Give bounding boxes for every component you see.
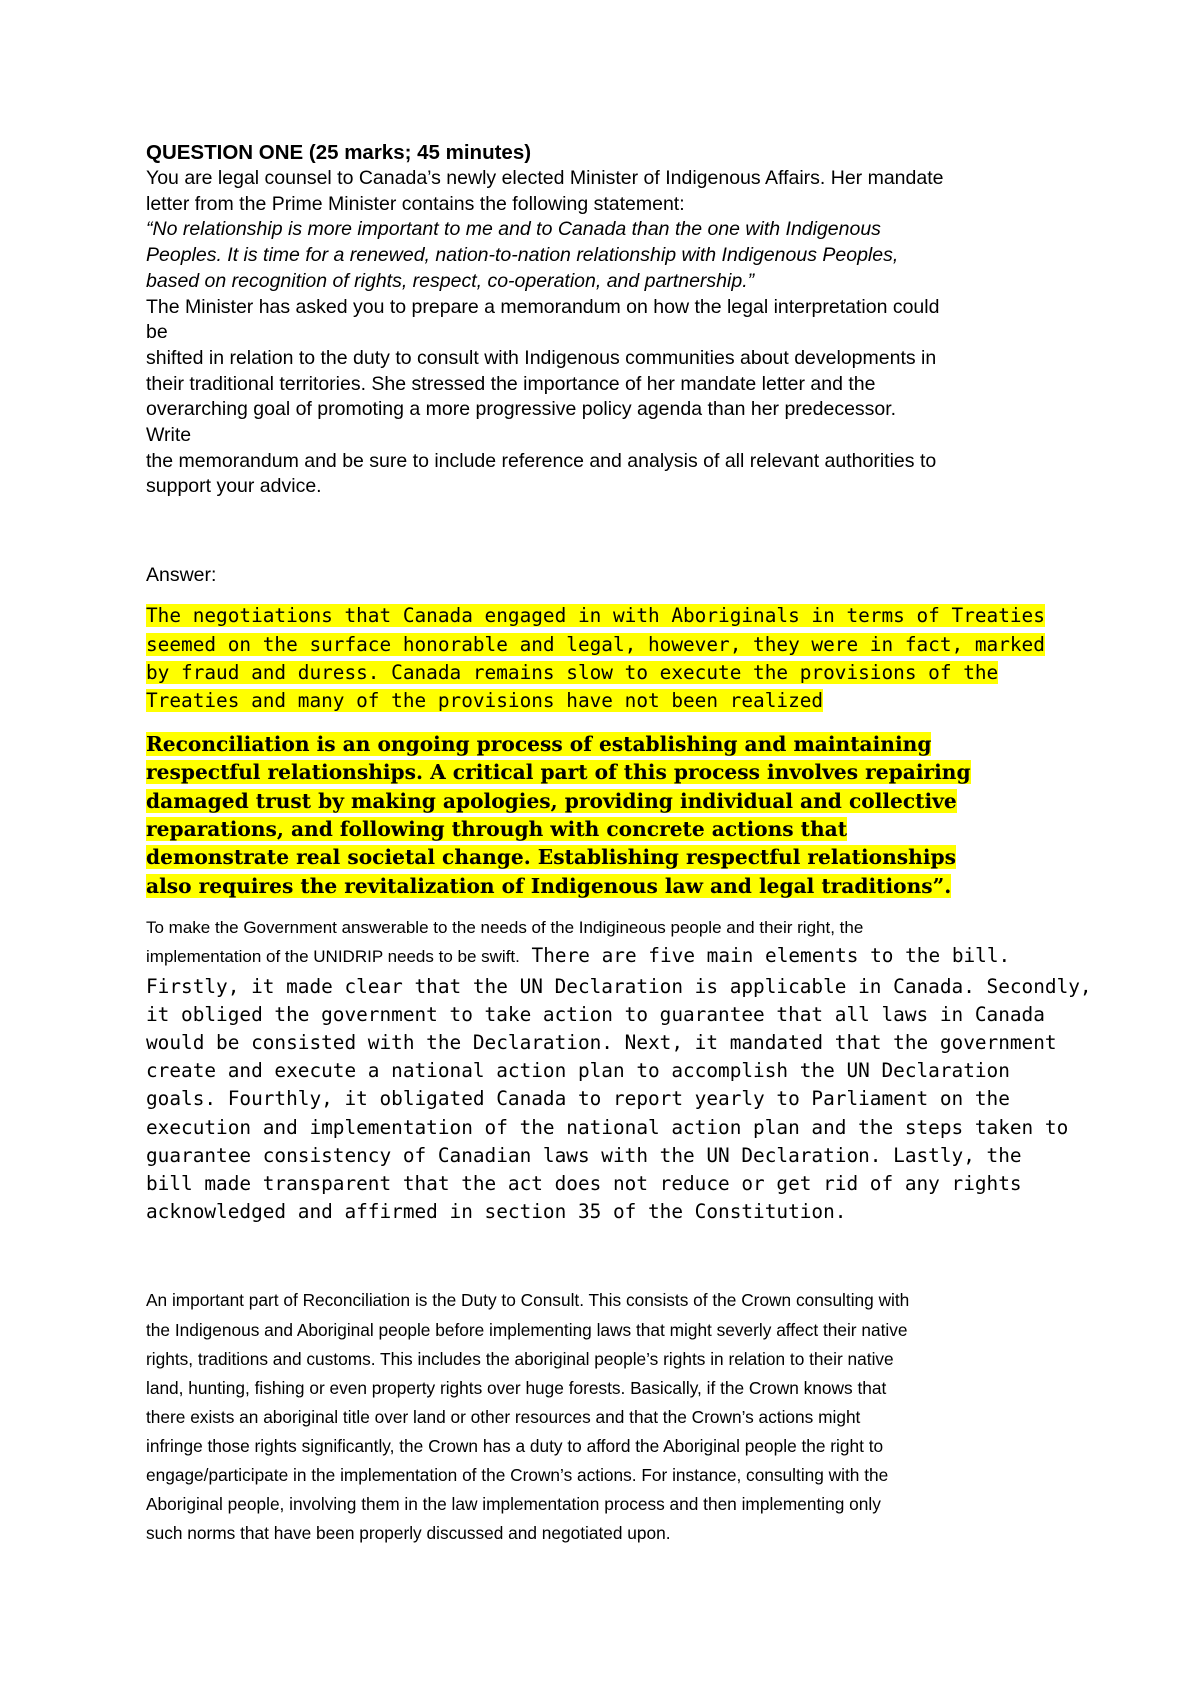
- paragraph-line: create and execute a national action plan to accomplish the UN Declaration: [146, 1059, 1010, 1083]
- paragraph-line: An important part of Reconciliation is the Duty to Consult. This consists of the Crown consulting with: [146, 1290, 910, 1311]
- paragraph-line: land, hunting, fishing or even property rights over huge forests. Basically, if the Crown knows that: [146, 1377, 887, 1398]
- document-page: [146, 140, 1092, 1548]
- question-line: The Minister has asked you to prepare a memorandum on how the legal interpretation could: [146, 295, 940, 318]
- paragraph-segment: There are five main elements to the bill.: [519, 944, 1011, 968]
- answer-paragraph-highlighted: [146, 602, 1086, 716]
- paragraph-line: such norms that have been properly discussed and negotiated upon.: [146, 1523, 671, 1544]
- highlighted-bold-line: damaged trust by making apologies, providing individual and collective: [146, 788, 957, 813]
- paragraph-line: would be consisted with the Declaration. Next, it mandated that the government: [146, 1031, 1057, 1055]
- paragraph-line: the Indigenous and Aboriginal people before implementing laws that might severly affect their native: [146, 1319, 908, 1340]
- undrip-paragraph: [146, 914, 1092, 1226]
- question-line: support your advice.: [146, 475, 322, 498]
- answer-label: Answer:: [146, 564, 217, 587]
- paragraph-line: engage/participate in the implementation of the Crown’s actions. For instance, consulting with the: [146, 1465, 889, 1485]
- paragraph-segment: implementation of the UNIDRIP needs to be swift.: [146, 947, 520, 967]
- question-line: Write: [146, 424, 192, 447]
- question-body: [146, 166, 1086, 500]
- quote-line: based on recognition of rights, respect, co-operation, and partnership.”: [146, 269, 755, 292]
- question-line: You are legal counsel to Canada’s newly elected Minister of Indigenous Affairs. Her mandate: [146, 167, 944, 189]
- highlighted-bold-line: respectful relationships. A critical part of this process involves repairing: [146, 760, 971, 785]
- paragraph-line: rights, traditions and customs. This includes the aboriginal people’s rights in relation to their native: [146, 1348, 894, 1369]
- highlighted-line: The negotiations that Canada engaged in with Aboriginals in terms of Treaties: [146, 604, 1045, 628]
- paragraph-line: bill made transparent that the act does not reduce or get rid of any rights: [146, 1172, 1022, 1196]
- question-line: overarching goal of promoting a more progressive policy agenda than her predecessor.: [146, 398, 897, 421]
- paragraph-line: goals. Fourthly, it obligated Canada to report yearly to Parliament on the: [146, 1087, 1010, 1111]
- paragraph-line: Aboriginal people, involving them in the law implementation process and then implementing only: [146, 1494, 881, 1515]
- paragraph-line: [146, 942, 1086, 972]
- paragraph-line: guarantee consistency of Canadian laws with the UN Declaration. Lastly, the: [146, 1143, 1022, 1167]
- highlighted-line: by fraud and duress. Canada remains slow to execute the provisions of the: [146, 660, 999, 684]
- duty-to-consult-paragraph: [146, 1286, 1086, 1548]
- paragraph-line: Firstly, it made clear that the UN Declaration is applicable in Canada. Secondly,: [146, 974, 1092, 998]
- question-line: shifted in relation to the duty to consult with Indigenous communities about developments in: [146, 346, 937, 369]
- highlighted-line: Treaties and many of the provisions have not been realized: [146, 689, 824, 713]
- question-title: QUESTION ONE (25 marks; 45 minutes): [146, 141, 532, 164]
- highlighted-bold-line: also requires the revitalization of Indigenous law and legal traditions”.: [146, 873, 952, 898]
- highlighted-bold-line: demonstrate real societal change. Establishing respectful relationships: [146, 845, 956, 870]
- highlighted-bold-line: reparations, and following through with concrete actions that: [146, 816, 848, 841]
- highlighted-bold-line: Reconciliation is an ongoing process of establishing and maintaining: [146, 731, 932, 756]
- paragraph-line: there exists an aboriginal title over land or other resources and that the Crown’s actions might: [146, 1406, 861, 1427]
- question-line: the memorandum and be sure to include reference and analysis of all relevant authorities to: [146, 449, 937, 472]
- paragraph-line: it obliged the government to take action to guarantee that all laws in Canada: [146, 1002, 1045, 1026]
- paragraph-line: execution and implementation of the national action plan and the steps taken to: [146, 1115, 1069, 1139]
- quote-line: Peoples. It is time for a renewed, nation-to-nation relationship with Indigenous Peoples,: [146, 244, 899, 267]
- paragraph-line: acknowledged and affirmed in section 35 of the Constitution.: [146, 1200, 847, 1224]
- question-line: their traditional territories. She stressed the importance of her mandate letter and the: [146, 372, 876, 395]
- paragraph-line: To make the Government answerable to the needs of the Indigineous people and their right, the: [146, 918, 864, 938]
- reconciliation-quote: [146, 730, 1086, 900]
- question-line: letter from the Prime Minister contains the following statement:: [146, 192, 685, 215]
- highlighted-line: seemed on the surface honorable and legal, however, they were in fact, marked: [146, 632, 1045, 656]
- paragraph-line: infringe those rights significantly, the Crown has a duty to afford the Aboriginal people the right to: [146, 1435, 884, 1456]
- question-line: be: [146, 321, 168, 344]
- quote-line: “No relationship is more important to me and to Canada than the one with Indigenous: [146, 218, 881, 241]
